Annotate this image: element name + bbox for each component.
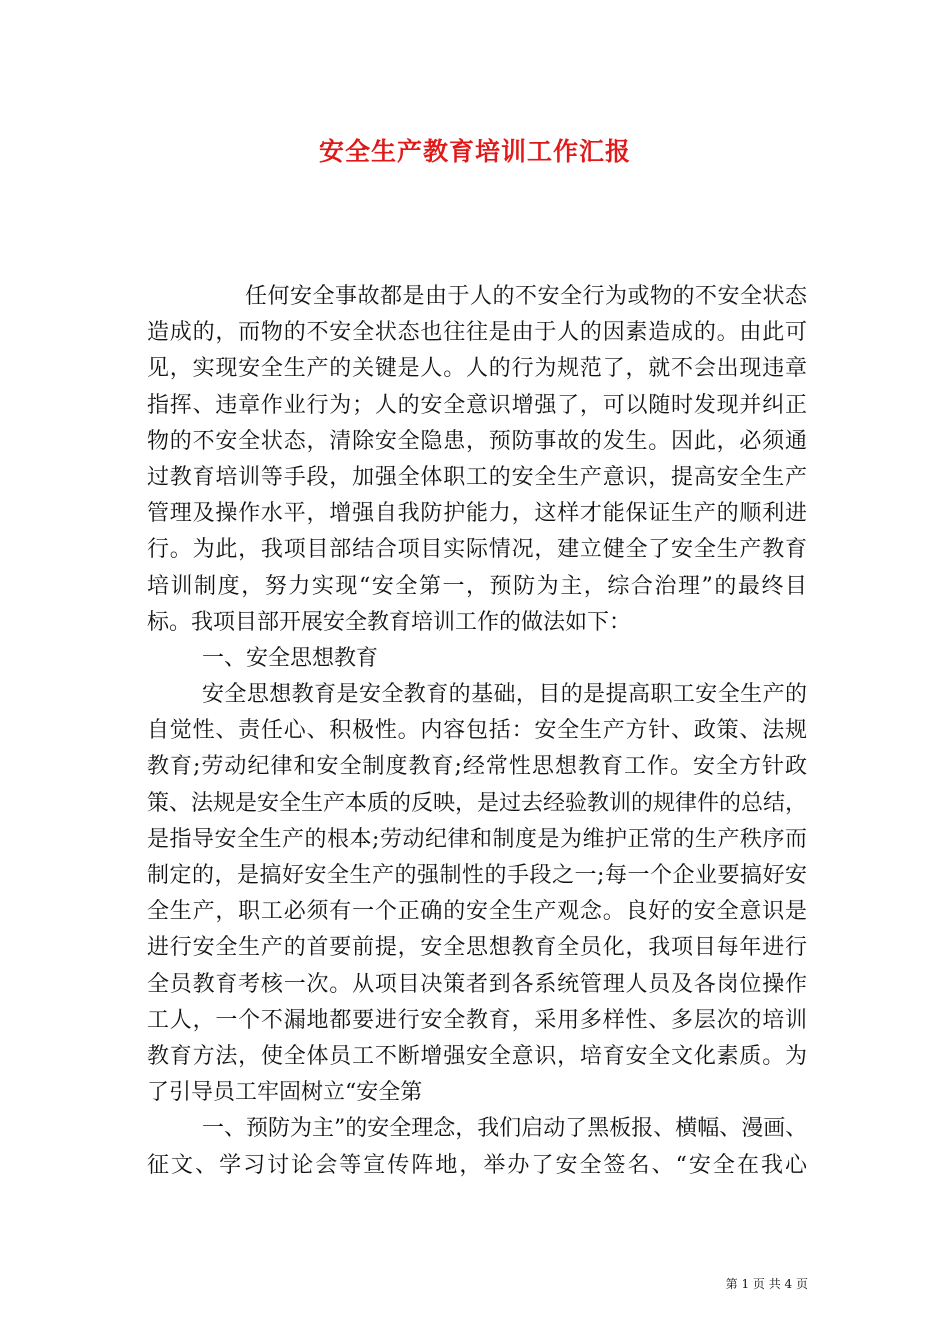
paragraph-line: 安全思想教育是安全教育的基础，目的是提高职工安全生产的 [202, 682, 807, 708]
paragraph-line: 征文、学习讨论会等宣传阵地，举办了安全签名、“安全在我心 [147, 1152, 807, 1178]
paragraph-line: 制定的，是搞好安全生产的强制性的手段之一;每一个企业要搞好安 [147, 863, 807, 888]
paragraph-line: 标。我项目部开展安全教育培训工作的做法如下： [147, 609, 632, 635]
document-title: 安全生产教育培训工作汇报 [318, 137, 631, 166]
paragraph-line: 指挥、违章作业行为；人的安全意识增强了，可以随时发现并纠正 [147, 392, 807, 418]
paragraph-line: 教育;劳动纪律和安全制度教育;经常性思想教育工作。安全方针政 [147, 754, 807, 780]
paragraph-line: 培训制度，努力实现“安全第一，预防为主，综合治理”的最终目 [147, 573, 807, 599]
paragraph-line: 一、预防为主”的安全理念，我们启动了黑板报、横幅、漫画、 [202, 1116, 808, 1142]
paragraph-line: 教育方法，使全体员工不断增强安全意识，培育安全文化素质。为 [147, 1043, 807, 1069]
paragraph-line: 进行安全生产的首要前提，安全思想教育全员化，我项目每年进行 [147, 935, 807, 961]
paragraph-line: 造成的，而物的不安全状态也往往是由于人的因素造成的。由此可 [147, 320, 807, 346]
paragraph-line: 工人，一个不漏地都要进行安全教育，采用多样性、多层次的培训 [147, 1007, 807, 1033]
paragraph-line: 策、法规是安全生产本质的反映，是过去经验教训的规律件的总结， [147, 790, 808, 816]
paragraph-line: 物的不安全状态，清除安全隐患，预防事故的发生。因此，必须通 [147, 428, 807, 454]
paragraph-line: 自觉性、责任心、积极性。内容包括：安全生产方针、政策、法规 [147, 718, 807, 744]
paragraph-line: 是指导安全生产的根本;劳动纪律和制度是为维护正常的生产秩序而 [147, 826, 807, 852]
paragraph-line: 全员教育考核一次。从项目决策者到各系统管理人员及各岗位操作 [147, 971, 807, 997]
page-number-footer: 第 1 页 共 4 页 [725, 1277, 808, 1291]
paragraph-line: 见，实现安全生产的关键是人。人的行为规范了，就不会出现违章 [147, 356, 807, 382]
section-heading: 一、安全思想教育 [202, 645, 379, 671]
document-body [147, 279, 807, 1184]
paragraph-line: 过教育培训等手段，加强全体职工的安全生产意识，提高安全生产 [147, 464, 807, 490]
paragraph-line: 全生产，职工必须有一个正确的安全生产观念。良好的安全意识是 [147, 899, 807, 925]
paragraph-line: 管理及操作水平，增强自我防护能力，这样才能保证生产的顺利进 [147, 501, 807, 527]
paragraph-line: 行。为此，我项目部结合项目实际情况，建立健全了安全生产教育 [147, 537, 807, 563]
paragraph-line: 了引导员工牢固树立“安全第 [147, 1080, 423, 1106]
paragraph-line: 任何安全事故都是由于人的不安全行为或物的不安全状态 [245, 284, 807, 309]
